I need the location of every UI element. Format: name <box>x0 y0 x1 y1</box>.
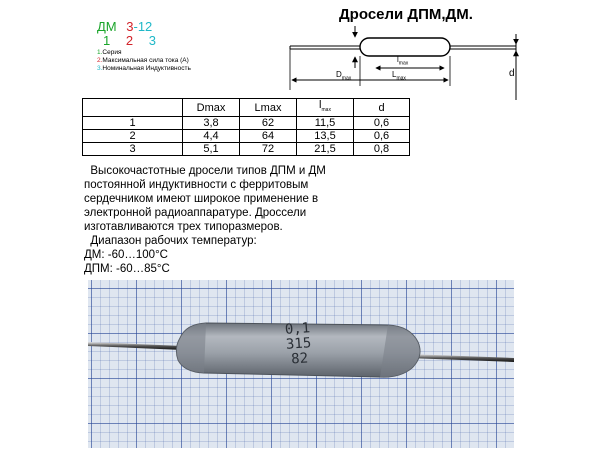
table-row <box>83 117 410 130</box>
legend-item-inductance: 3.Номинальная Индуктивность <box>97 65 191 72</box>
dim-label-d: d <box>509 68 515 79</box>
page-title: Дросели ДПМ,ДМ. <box>339 6 473 23</box>
description-line: ДПМ: -60…85°С <box>84 263 170 275</box>
code-current: 3 <box>126 19 134 34</box>
table-header-row <box>83 99 410 117</box>
description-line: ДМ: -60…100°С <box>84 249 168 261</box>
description-line: сердечником имеют широкое применение в <box>84 193 319 205</box>
code-legend <box>97 49 191 73</box>
table-cell: 62 <box>240 117 297 130</box>
code-number-3: 3 <box>148 33 156 48</box>
marking-line: 82 <box>290 350 309 368</box>
photo-right-lead <box>408 354 514 362</box>
table-cell: 0,8 <box>354 143 410 156</box>
description-line: изготавливаются трех типоразмеров. <box>84 221 283 233</box>
inductor-body-outline <box>360 38 450 56</box>
table-header-cell: Lmax <box>240 99 297 117</box>
table-row <box>83 143 410 156</box>
code-number-1: 1 <box>103 33 111 48</box>
marking-line: 0,1 <box>284 320 311 338</box>
table-cell: 2 <box>83 130 183 143</box>
dim-label-D: $D_{max}$ <box>336 70 352 82</box>
table-header-cell: $l_{max}$ <box>297 99 354 117</box>
dim-label-L: $L_{max}$ <box>392 70 406 82</box>
code-number-2: 2 <box>125 33 134 48</box>
code-series: ДМ <box>97 19 117 34</box>
table-cell: 0,6 <box>354 130 410 143</box>
table-cell: 3,8 <box>183 117 240 130</box>
description <box>84 164 326 276</box>
table-cell: 3 <box>83 143 183 156</box>
table-cell: 0,6 <box>354 117 410 130</box>
description-line: Диапазон рабочих температур: <box>84 235 257 247</box>
photo-marking <box>284 321 312 368</box>
table-cell: 72 <box>240 143 297 156</box>
inductor-photo <box>88 280 514 448</box>
part-code-numbers <box>103 33 156 48</box>
description-line: электронной радиоаппаратуре. Дроссели <box>84 207 307 219</box>
table-row <box>83 130 410 143</box>
table-header-cell: Dmax <box>183 99 240 117</box>
spec-table <box>82 98 410 156</box>
legend-item-current: 2.Максимальная сила тока (А) <box>97 57 189 64</box>
table-cell: 21,5 <box>297 143 354 156</box>
description-line: постоянной индуктивности с ферритовым <box>84 179 309 191</box>
code-inductance: -12 <box>133 19 153 34</box>
dim-label-l: $l_{max}$ <box>397 55 409 67</box>
table-cell: 64 <box>240 130 297 143</box>
table-header-cell: d <box>354 99 410 117</box>
table-cell: 13,5 <box>297 130 354 143</box>
table-cell: 11,5 <box>297 117 354 130</box>
table-cell: 5,1 <box>183 143 240 156</box>
table-header-cell <box>83 99 183 117</box>
table-cell: 1 <box>83 117 183 130</box>
description-line: Высокочастотные дросели типов ДПМ и ДМ <box>84 165 326 177</box>
table-cell: 4,4 <box>183 130 240 143</box>
legend-item-series: 1.Серия <box>97 49 122 56</box>
photo-left-lead <box>88 342 183 350</box>
marking-line: 315 <box>285 335 312 353</box>
part-code <box>97 19 152 34</box>
